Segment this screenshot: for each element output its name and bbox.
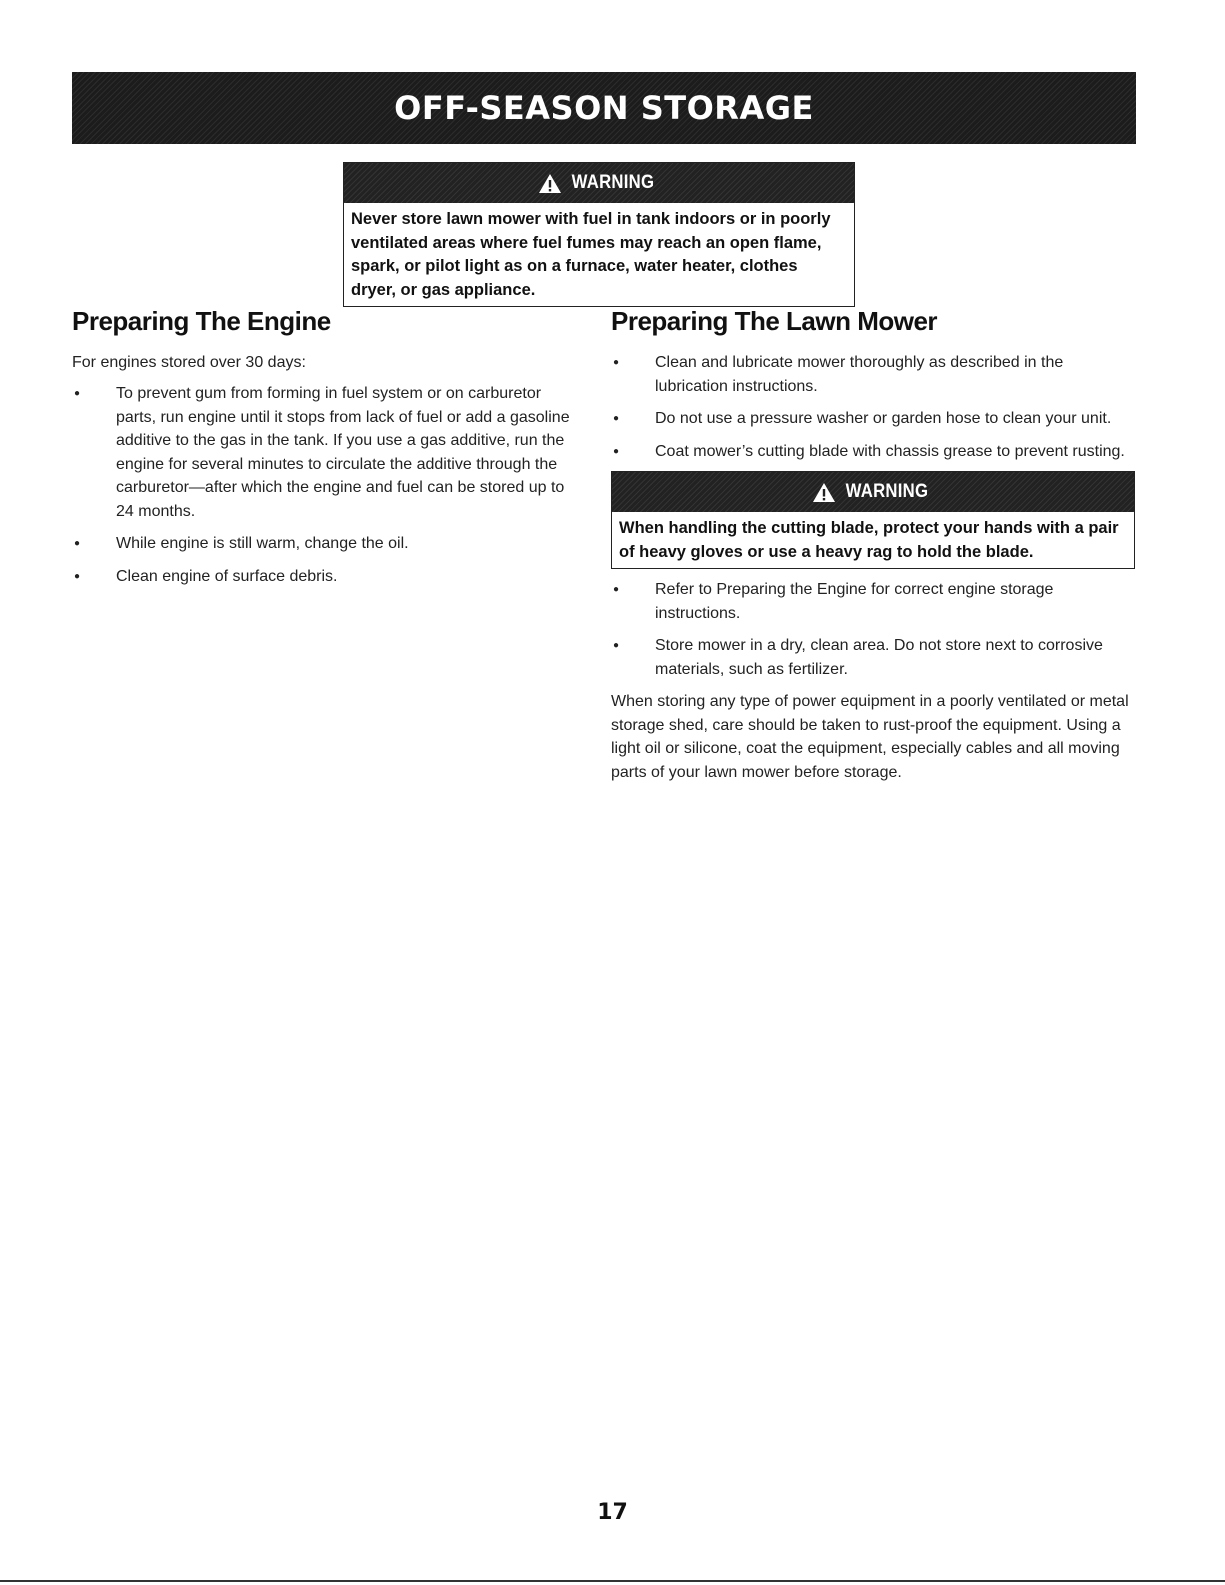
warning-text: Never store lawn mower with fuel in tank indoors or in poorly ventilated areas where fuel fumes may reach an open flame, spark, or pilot light as on a furnace, water heater, clothes dryer, or gas appliance. (351, 210, 831, 299)
page-title: OFF-SEASON STORAGE (394, 89, 814, 127)
mower-list-after (611, 578, 1133, 681)
list-item: ● Coat mower’s cutting blade with chassis grease to prevent rusting. (611, 440, 1133, 464)
warning-text: When handling the cutting blade, protect your hands with a pair of heavy gloves or use a heavy rag to hold the blade. (619, 519, 1119, 561)
engine-section (72, 305, 582, 597)
storage-note: When storing any type of power equipment in a poorly ventilated or metal storage shed, care should be taken to rust-proof the equipment. Using a light oil or silicone, coat the equipment, especially cables and all moving parts of your lawn mower before storage. (611, 693, 1129, 781)
engine-intro: For engines stored over 30 days: (72, 354, 306, 371)
engine-heading: Preparing The Engine (72, 306, 331, 336)
list-item: ● To prevent gum from forming in fuel system or on carburetor parts, run engine until it stops from lack of fuel or add a gasoline additive to the gas in the tank. If you use a gas additive, run the engine for several minutes to circulate the additive through the carburetor—after which the engine and fuel can be stored up to 24 months. (72, 382, 582, 523)
engine-list (72, 382, 582, 588)
list-item: ● While engine is still warm, change the oil. (72, 532, 582, 556)
bullet-icon: ● (612, 445, 620, 457)
list-item: ● Store mower in a dry, clean area. Do not store next to corrosive materials, such as fertilizer. (611, 634, 1133, 681)
mower-heading: Preparing The Lawn Mower (611, 306, 938, 336)
warning-header (344, 163, 854, 203)
bullet-icon: ● (73, 570, 81, 582)
bottom-rule (0, 1580, 1225, 1582)
bullet-icon: ● (612, 357, 620, 368)
warning-label: WARNING (845, 481, 929, 502)
bullet-icon: ● (612, 640, 620, 651)
page-number: 17 (597, 1500, 628, 1525)
list-item: ● Do not use a pressure washer or garden hose to clean your unit. (611, 407, 1133, 431)
warning-triangle-icon (538, 173, 562, 194)
bullet-icon: ● (73, 538, 81, 549)
bullet-icon: ● (73, 388, 81, 399)
list-item: ● Refer to Preparing the Engine for correct engine storage instructions. (611, 578, 1133, 625)
bullet-icon: ● (612, 413, 620, 424)
mower-section (611, 305, 1133, 472)
section-banner (72, 72, 1136, 144)
warning-label: WARNING (571, 172, 655, 193)
list-item: ● Clean and lubricate mower thoroughly as described in the lubrication instructions. (611, 351, 1133, 398)
bullet-icon: ● (612, 584, 620, 595)
warning-box-blade (611, 471, 1135, 569)
list-item: ● Clean engine of surface debris. (72, 565, 582, 589)
warning-header (612, 472, 1134, 512)
warning-box-fuel (343, 162, 855, 307)
mower-section-continued (611, 578, 1133, 800)
mower-list (611, 351, 1133, 463)
warning-triangle-icon (812, 482, 836, 503)
